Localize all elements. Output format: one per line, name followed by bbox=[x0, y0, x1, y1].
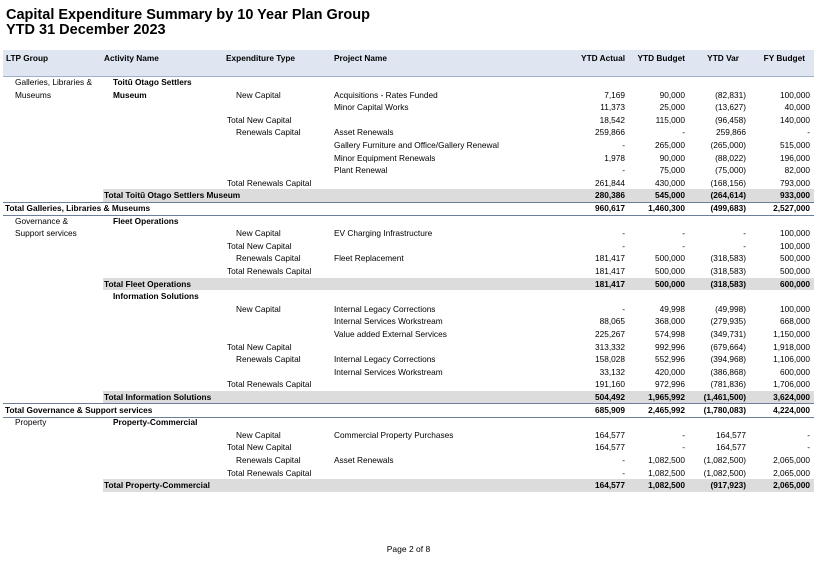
ytd-var-cell: (917,923) bbox=[710, 480, 746, 491]
expenditure-type-cell: New Capital bbox=[236, 89, 281, 100]
fy-budget-cell: 82,000 bbox=[784, 165, 810, 176]
expenditure-type-cell: New Capital bbox=[236, 429, 281, 440]
fy-budget-cell: 40,000 bbox=[784, 102, 810, 113]
ytd-actual-cell: 164,577 bbox=[595, 429, 625, 440]
fy-budget-cell: 4,224,000 bbox=[773, 404, 810, 415]
table-row bbox=[0, 139, 817, 152]
fy-budget-cell: 600,000 bbox=[780, 366, 810, 377]
ytd-var-cell: (318,583) bbox=[710, 253, 746, 264]
ltp-group-cell: Total Galleries, Libraries & Museums bbox=[5, 203, 151, 213]
expenditure-type-cell: Renewals Capital bbox=[236, 253, 301, 264]
fy-budget-cell: 3,624,000 bbox=[773, 392, 810, 402]
ytd-budget-cell: 574,998 bbox=[655, 329, 685, 339]
table-row bbox=[0, 126, 817, 139]
activity-cell: Toitū Otago Settlers bbox=[113, 77, 192, 87]
activity-cell: Total Fleet Operations bbox=[104, 278, 191, 289]
table-row bbox=[0, 215, 817, 228]
fy-budget-cell: 2,065,000 bbox=[773, 480, 810, 491]
fy-budget-cell: 793,000 bbox=[780, 177, 810, 188]
ytd-actual-cell: 181,417 bbox=[595, 266, 625, 276]
project-cell: Minor Equipment Renewals bbox=[334, 152, 436, 163]
project-cell: Gallery Furniture and Office/Gallery Renewal bbox=[334, 140, 499, 150]
table-row bbox=[0, 353, 817, 366]
ytd-var-cell: (88,022) bbox=[715, 152, 746, 163]
fy-budget-cell: 100,000 bbox=[780, 240, 810, 251]
ytd-budget-cell: 25,000 bbox=[659, 102, 685, 113]
group-total-row bbox=[0, 404, 817, 417]
fy-budget-cell: 196,000 bbox=[780, 152, 810, 163]
expenditure-type-cell: Total New Capital bbox=[227, 341, 292, 352]
project-cell: Value added External Services bbox=[334, 329, 447, 339]
ytd-var-cell: (1,461,500) bbox=[703, 392, 746, 402]
ytd-actual-cell: 225,267 bbox=[595, 329, 625, 339]
ltp-group-cell: Property bbox=[15, 417, 47, 428]
ytd-actual-cell: 261,844 bbox=[595, 177, 625, 188]
header-expenditure-type: Expenditure Type bbox=[226, 53, 296, 63]
project-cell: Internal Legacy Corrections bbox=[334, 354, 436, 365]
ytd-var-cell: (318,583) bbox=[710, 278, 746, 289]
fy-budget-cell: 600,000 bbox=[780, 278, 810, 289]
ytd-var-cell: 164,577 bbox=[716, 442, 746, 453]
ytd-budget-cell: 1,460,300 bbox=[648, 203, 685, 213]
ytd-budget-cell: - bbox=[682, 127, 685, 138]
ytd-var-cell: - bbox=[743, 228, 746, 239]
ytd-budget-cell: - bbox=[682, 429, 685, 440]
ytd-var-cell: (1,082,500) bbox=[703, 467, 746, 478]
ytd-actual-cell: - bbox=[622, 240, 625, 251]
project-cell: Plant Renewal bbox=[334, 165, 388, 176]
ytd-var-cell: (75,000) bbox=[715, 165, 746, 176]
ytd-budget-cell: 1,082,500 bbox=[648, 455, 685, 465]
table-row bbox=[0, 89, 817, 102]
ytd-budget-cell: 90,000 bbox=[659, 89, 685, 100]
fy-budget-cell: 1,150,000 bbox=[773, 329, 810, 339]
report-title: Capital Expenditure Summary by 10 Year Plan Group bbox=[6, 7, 370, 23]
ytd-var-cell: (265,000) bbox=[710, 140, 746, 150]
ytd-var-cell: (1,780,083) bbox=[703, 404, 746, 415]
fy-budget-cell: 1,706,000 bbox=[773, 379, 810, 390]
ltp-group-cell: Total Governance & Support services bbox=[5, 404, 153, 415]
ytd-budget-cell: 265,000 bbox=[655, 140, 685, 150]
header-activity-name: Activity Name bbox=[104, 53, 159, 63]
expenditure-type-cell: Renewals Capital bbox=[236, 127, 301, 138]
expenditure-type-cell: Total New Capital bbox=[227, 240, 292, 251]
fy-budget-cell: 2,065,000 bbox=[773, 455, 810, 465]
activity-cell: Total Toitū Otago Settlers Museum bbox=[104, 190, 241, 201]
project-cell: Fleet Replacement bbox=[334, 253, 404, 264]
project-cell: Commercial Property Purchases bbox=[334, 429, 454, 440]
ytd-budget-cell: 1,082,500 bbox=[648, 480, 685, 491]
ytd-actual-cell: - bbox=[622, 165, 625, 176]
expenditure-type-cell: New Capital bbox=[236, 303, 281, 314]
ytd-actual-cell: 158,028 bbox=[595, 354, 625, 365]
header-ytd-budget: YTD Budget bbox=[637, 53, 685, 63]
ytd-var-cell: (349,731) bbox=[710, 329, 746, 339]
ytd-actual-cell: 7,169 bbox=[604, 89, 625, 100]
table-row bbox=[0, 152, 817, 165]
ytd-budget-cell: 115,000 bbox=[655, 114, 685, 125]
fy-budget-cell: - bbox=[807, 429, 810, 440]
ytd-var-cell: (318,583) bbox=[710, 266, 746, 276]
ytd-budget-cell: 75,000 bbox=[659, 165, 685, 176]
header-fy-budget: FY Budget bbox=[763, 53, 805, 63]
ytd-var-cell: (499,683) bbox=[710, 203, 746, 213]
ytd-var-cell: (168,156) bbox=[710, 177, 746, 188]
fy-budget-cell: 2,527,000 bbox=[773, 203, 810, 213]
ytd-budget-cell: - bbox=[682, 240, 685, 251]
fy-budget-cell: - bbox=[807, 442, 810, 453]
ytd-var-cell: 259,866 bbox=[716, 127, 746, 138]
ytd-actual-cell: 181,417 bbox=[595, 278, 625, 289]
fy-budget-cell: 1,918,000 bbox=[773, 341, 810, 352]
expenditure-type-cell: Total New Capital bbox=[227, 114, 292, 125]
ytd-var-cell: (394,968) bbox=[710, 354, 746, 365]
ytd-actual-cell: 280,386 bbox=[595, 190, 625, 201]
header-project-name: Project Name bbox=[334, 53, 388, 63]
ytd-budget-cell: - bbox=[682, 442, 685, 453]
expenditure-type-cell: Total Renewals Capital bbox=[227, 177, 312, 188]
ytd-budget-cell: 972,996 bbox=[655, 379, 685, 390]
ytd-budget-cell: 430,000 bbox=[655, 177, 685, 188]
fy-budget-cell: 500,000 bbox=[780, 266, 810, 276]
project-cell: Minor Capital Works bbox=[334, 102, 409, 113]
table-row bbox=[0, 177, 817, 190]
table-row bbox=[0, 454, 817, 467]
expenditure-type-cell: Total Renewals Capital bbox=[227, 266, 312, 276]
page-number: Page 2 of 8 bbox=[386, 544, 431, 554]
ytd-actual-cell: 1,978 bbox=[604, 152, 625, 163]
table-row bbox=[0, 164, 817, 177]
expenditure-type-cell: Total Renewals Capital bbox=[227, 379, 312, 390]
ytd-actual-cell: 960,617 bbox=[595, 203, 625, 213]
ytd-budget-cell: 420,000 bbox=[655, 366, 685, 377]
table-row bbox=[0, 290, 817, 303]
ytd-actual-cell: 164,577 bbox=[595, 442, 625, 453]
ytd-var-cell: (1,082,500) bbox=[703, 455, 746, 465]
table-row bbox=[0, 328, 817, 341]
ytd-budget-cell: 500,000 bbox=[655, 253, 685, 264]
activity-cell: Total Property-Commercial bbox=[104, 480, 210, 491]
activity-total-row bbox=[0, 189, 817, 202]
ytd-actual-cell: 685,909 bbox=[595, 404, 625, 415]
ytd-actual-cell: 164,577 bbox=[595, 480, 625, 491]
table-row bbox=[0, 467, 817, 480]
ytd-budget-cell: 49,998 bbox=[659, 303, 685, 314]
fy-budget-cell: 668,000 bbox=[780, 316, 810, 327]
ytd-actual-cell: - bbox=[622, 467, 625, 478]
table-row bbox=[0, 416, 817, 429]
ytd-budget-cell: 368,000 bbox=[655, 316, 685, 327]
ytd-var-cell: (679,664) bbox=[710, 341, 746, 352]
fy-budget-cell: 500,000 bbox=[780, 253, 810, 264]
fy-budget-cell: 2,065,000 bbox=[773, 467, 810, 478]
expenditure-type-cell: Renewals Capital bbox=[236, 455, 301, 465]
ltp-group-cell: Museums bbox=[15, 89, 51, 100]
header-ytd-actual: YTD Actual bbox=[581, 53, 625, 63]
header-ytd-var: YTD Var bbox=[707, 53, 739, 63]
expenditure-type-cell: Total Renewals Capital bbox=[227, 467, 312, 478]
activity-cell: Fleet Operations bbox=[113, 215, 179, 226]
fy-budget-cell: 515,000 bbox=[780, 140, 810, 150]
ytd-var-cell: 164,577 bbox=[716, 429, 746, 440]
group-total-row bbox=[0, 202, 817, 215]
fy-budget-cell: 140,000 bbox=[780, 114, 810, 125]
table-row bbox=[0, 378, 817, 391]
expenditure-type-cell: New Capital bbox=[236, 228, 281, 239]
fy-budget-cell: 100,000 bbox=[780, 89, 810, 100]
activity-total-row bbox=[0, 278, 817, 291]
ytd-budget-cell: 500,000 bbox=[655, 266, 685, 276]
ltp-group-cell: Galleries, Libraries & bbox=[15, 77, 93, 87]
ytd-actual-cell: 18,542 bbox=[599, 114, 625, 125]
project-cell: Acquisitions - Rates Funded bbox=[334, 89, 438, 100]
ytd-var-cell: (49,998) bbox=[715, 303, 746, 314]
table-row bbox=[0, 366, 817, 379]
ytd-budget-cell: 545,000 bbox=[655, 190, 685, 201]
ytd-budget-cell: 500,000 bbox=[655, 278, 685, 289]
ytd-budget-cell: - bbox=[682, 228, 685, 239]
ytd-budget-cell: 1,965,992 bbox=[648, 392, 685, 402]
table-row bbox=[0, 76, 817, 89]
table-row bbox=[0, 315, 817, 328]
table-row bbox=[0, 252, 817, 265]
fy-budget-cell: - bbox=[807, 127, 810, 138]
ytd-var-cell: (13,627) bbox=[715, 102, 746, 113]
ytd-budget-cell: 90,000 bbox=[659, 152, 685, 163]
project-cell: Internal Services Workstream bbox=[334, 366, 443, 377]
ytd-actual-cell: - bbox=[622, 228, 625, 239]
activity-total-row bbox=[0, 391, 817, 404]
ytd-actual-cell: 191,160 bbox=[595, 379, 625, 390]
table-row bbox=[0, 265, 817, 278]
ytd-var-cell: (96,458) bbox=[715, 114, 746, 125]
activity-total-row bbox=[0, 479, 817, 492]
ytd-var-cell: (279,935) bbox=[710, 316, 746, 327]
project-cell: Asset Renewals bbox=[334, 455, 394, 465]
ytd-budget-cell: 1,082,500 bbox=[648, 467, 685, 478]
ytd-actual-cell: 11,373 bbox=[600, 102, 625, 113]
project-cell: Asset Renewals bbox=[334, 127, 394, 138]
expenditure-type-cell: Renewals Capital bbox=[236, 354, 301, 365]
table-row bbox=[0, 341, 817, 354]
activity-cell: Museum bbox=[113, 89, 147, 100]
ytd-actual-cell: - bbox=[622, 140, 625, 150]
ltp-group-cell: Support services bbox=[15, 228, 77, 239]
table-header bbox=[3, 50, 814, 77]
activity-cell: Total Information Solutions bbox=[104, 392, 212, 402]
ytd-actual-cell: 504,492 bbox=[595, 392, 625, 402]
ytd-var-cell: (386,868) bbox=[710, 366, 746, 377]
table-row bbox=[0, 303, 817, 316]
fy-budget-cell: 1,106,000 bbox=[773, 354, 810, 365]
ytd-var-cell: - bbox=[743, 240, 746, 251]
ytd-var-cell: (82,831) bbox=[715, 89, 746, 100]
ytd-actual-cell: 181,417 bbox=[595, 253, 625, 264]
table-row bbox=[0, 240, 817, 253]
fy-budget-cell: 100,000 bbox=[780, 228, 810, 239]
project-cell: Internal Legacy Corrections bbox=[334, 303, 436, 314]
activity-cell: Property-Commercial bbox=[113, 417, 198, 428]
header-ltp-group: LTP Group bbox=[6, 53, 49, 63]
activity-cell: Information Solutions bbox=[113, 291, 199, 302]
ytd-var-cell: (781,836) bbox=[710, 379, 746, 390]
ytd-actual-cell: 88,065 bbox=[599, 316, 625, 327]
table-row bbox=[0, 101, 817, 114]
report-subtitle: YTD 31 December 2023 bbox=[6, 22, 166, 38]
ytd-actual-cell: - bbox=[622, 455, 625, 465]
project-cell: EV Charging Infrastructure bbox=[334, 228, 433, 239]
ytd-actual-cell: 259,866 bbox=[595, 127, 625, 138]
table-row bbox=[0, 441, 817, 454]
ltp-group-cell: Governance & bbox=[15, 215, 69, 226]
table-row bbox=[0, 114, 817, 127]
expenditure-type-cell: Total New Capital bbox=[227, 442, 292, 453]
project-cell: Internal Services Workstream bbox=[334, 316, 443, 327]
ytd-actual-cell: 33,132 bbox=[599, 366, 625, 377]
ytd-var-cell: (264,614) bbox=[710, 190, 746, 201]
table-row bbox=[0, 227, 817, 240]
ytd-budget-cell: 992,996 bbox=[655, 341, 685, 352]
ytd-actual-cell: - bbox=[622, 303, 625, 314]
table-row bbox=[0, 429, 817, 442]
fy-budget-cell: 100,000 bbox=[780, 303, 810, 314]
ytd-budget-cell: 552,996 bbox=[655, 354, 685, 365]
ytd-budget-cell: 2,465,992 bbox=[648, 404, 685, 415]
fy-budget-cell: 933,000 bbox=[780, 190, 810, 201]
ytd-actual-cell: 313,332 bbox=[595, 341, 625, 352]
